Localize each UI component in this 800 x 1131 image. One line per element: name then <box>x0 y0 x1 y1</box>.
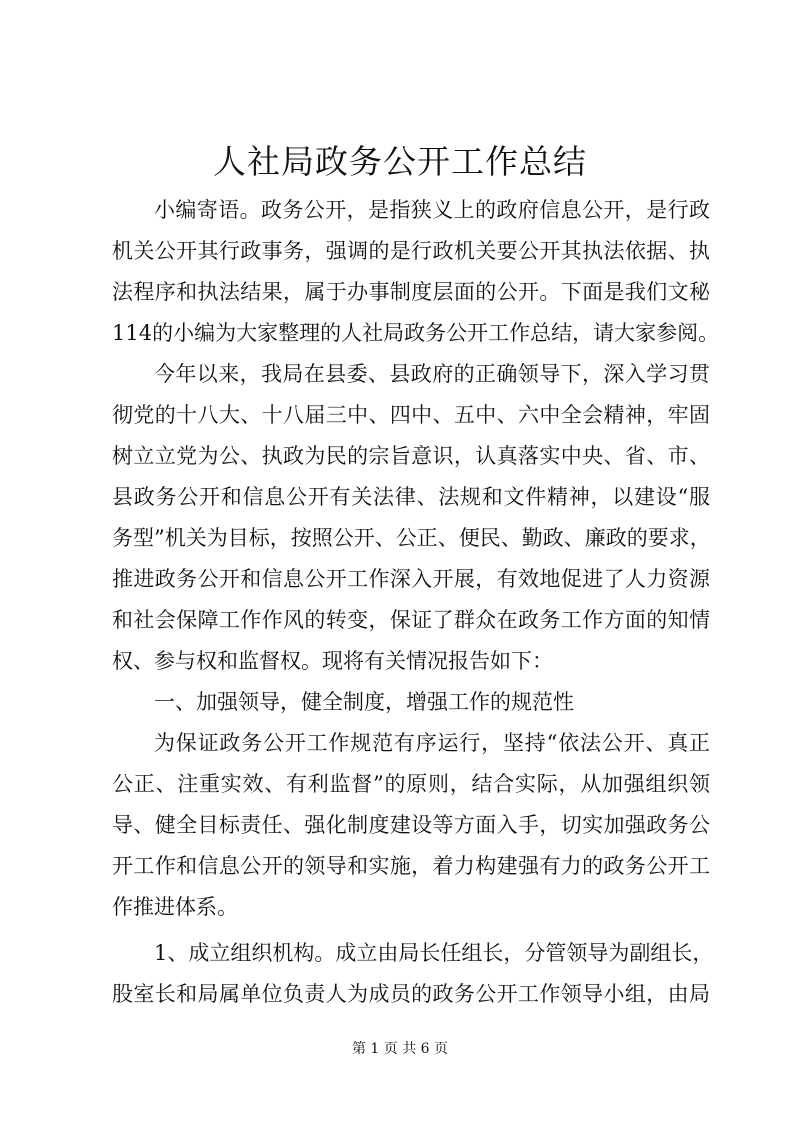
text-line: 今年以来，我局在县委、县政府的正确领导下，深入学习贯 <box>154 362 710 386</box>
text-line: 股室长和局属单位负责人为成员的政务公开工作领导小组，由局 <box>112 982 710 1006</box>
text-line: 开工作和信息公开的领导和实施，着力构建强有力的政务公开工 <box>112 854 710 878</box>
text-line: 小编寄语。政务公开，是指狭义上的政府信息公开，是行政 <box>154 198 710 222</box>
text-line: 导、健全目标责任、强化制度建设等方面入手，切实加强政务公 <box>112 813 710 837</box>
text-line: 为保证政务公开工作规范有序运行，坚持“依法公开、真正 <box>154 731 710 755</box>
text-line: 推进政务公开和信息公开工作深入开展，有效地促进了人力资源 <box>112 567 710 591</box>
text-line: 114的小编为大家整理的人社局政务公开工作总结，请大家参阅。 <box>112 321 720 345</box>
text-line: 法程序和执法结果，属于办事制度层面的公开。下面是我们文秘 <box>112 280 710 304</box>
text-line: 权、参与权和监督权。现将有关情况报告如下： <box>112 649 553 673</box>
paragraph-intro <box>112 190 720 354</box>
text-line: 作推进体系。 <box>112 895 238 919</box>
text-line: 树立立党为公、执政为民的宗旨意识，认真落实中央、省、市、 <box>112 444 710 468</box>
document-body <box>112 190 720 1015</box>
text-line: 和社会保障工作作风的转变，保证了群众在政务工作方面的知情 <box>112 608 710 632</box>
page-footer: 第 1 页 共 6 页 <box>351 1041 449 1057</box>
paragraph-overview <box>112 354 710 682</box>
paragraph-item-1 <box>112 933 714 1015</box>
paragraph-section-1 <box>112 723 710 928</box>
heading-line: 一、加强领导，健全制度，增强工作的规范性 <box>154 690 574 714</box>
text-line: 公正、注重实效、有利监督”的原则，结合实际，从加强组织领 <box>112 772 710 796</box>
text-line: 务型”机关为目标，按照公开、公正、便民、勤政、廉政的要求， <box>112 526 711 550</box>
text-line: 县政务公开和信息公开有关法律、法规和文件精神，以建设“服 <box>112 485 710 509</box>
text-line: 机关公开其行政事务，强调的是行政机关要公开其执法依据、执 <box>112 239 710 263</box>
text-line: 1、成立组织机构。成立由局长任组长，分管领导为副组长， <box>154 941 714 965</box>
document-title: 人社局政务公开工作总结 <box>213 142 587 181</box>
section-heading <box>112 682 710 723</box>
text-line: 彻党的十八大、十八届三中、四中、五中、六中全会精神，牢固 <box>112 403 710 427</box>
